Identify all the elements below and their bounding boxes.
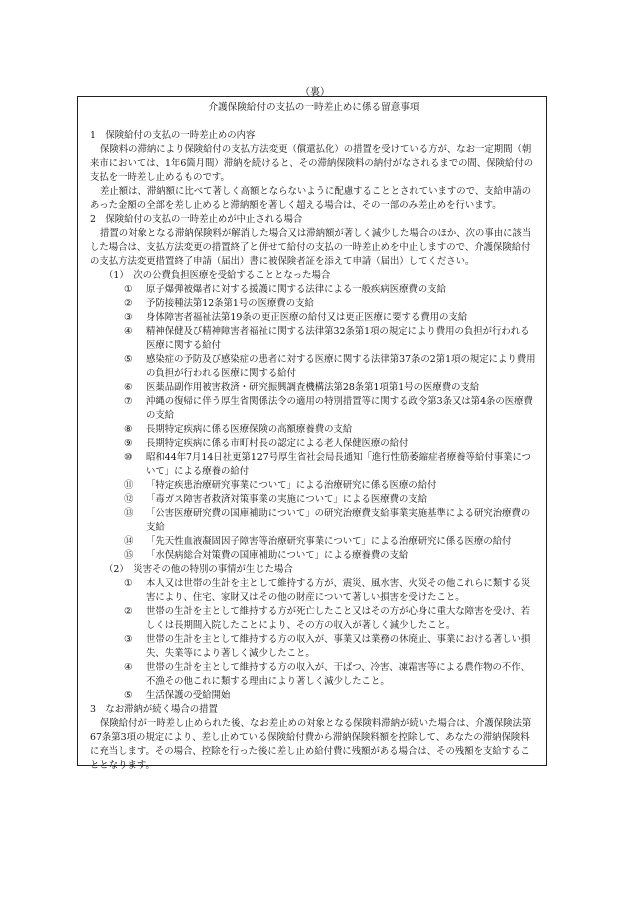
disaster-list [90, 577, 538, 703]
list-item-number: ③ [124, 634, 133, 645]
section-1-paragraph: 保険料の滞納により保険給付の支払方法変更（償還払化）の措置を受けている方が、なお一定期間（朝来市においては、1年6箇月間）滞納を続けると、その滞納保険料の納付がなされるまでの間、保険給付の支払を一時差し止めるものです。 [90, 144, 534, 183]
list-item [90, 381, 538, 395]
section-1-paragraph: 差止額は、滞納額に比べて著しく高額とならないように配慮することとされていますので、支給申請のあった金額の全部を差し止めると滞納額を著しく超える場合は、その一部のみ差止めを行います。 [90, 186, 532, 211]
list-item-text: 「特定疾患治療研究事業について」による治療研究に係る医療の給付 [146, 480, 437, 491]
list-item [90, 633, 538, 661]
list-item-number: ① [124, 284, 133, 295]
list-item-number: ⑤ [124, 354, 133, 365]
list-item-number: ⑨ [124, 438, 133, 449]
list-item [90, 605, 538, 633]
list-item-text: 感染症の予防及び感染症の患者に対する医療に関する法律第37条の2第1項の規定により費用の負担が行われる医療に関する給付 [146, 354, 536, 379]
list-item-text: 世帯の生計を主として維持する方の収入が、事業又は業務の休廃止、事業における著しい損失、失業等により著しく減少したこと。 [146, 634, 531, 659]
list-item [90, 479, 538, 493]
list-item-text: 世帯の生計を主として維持する方が死亡したこと又はその方が心身に重大な障害を受け、若しくは長期間入院したことにより、その方の収入が著しく減少したこと。 [146, 606, 531, 631]
public-medical-list [90, 283, 538, 563]
list-item [90, 577, 538, 605]
section-3-heading: 3 なお滞納が続く場合の措置 [90, 704, 218, 715]
list-item-text: 原子爆弾被爆者に対する援護に関する法律による一般疾病医療費の支給 [146, 284, 447, 295]
list-item-number: ④ [124, 326, 133, 337]
list-item-text: 「公害医療研究費の国庫補助について」の研究治療費支給事業実施基準による研究治療費の支給 [146, 508, 531, 533]
list-item-number: ⑩ [124, 452, 133, 463]
list-item [90, 297, 538, 311]
list-item-text: 医薬品副作用被害救済・研究振興調査機構法第28条第1項第1号の医療費の支給 [146, 382, 480, 393]
list-item [90, 437, 538, 451]
list-item-text: 身体障害者福祉法第19条の更正医療の給付又は更正医療に要する費用の支給 [146, 312, 468, 323]
list-item-number: ⑥ [124, 382, 133, 393]
subsection-1-heading: （1） 次の公費負担医療を受給することとなった場合 [104, 270, 331, 281]
list-item-number: ⑭ [124, 536, 134, 547]
list-item [90, 311, 538, 325]
list-item-number: ⑦ [124, 396, 133, 407]
page-side-label: （裏） [300, 87, 330, 98]
list-item-text: 長期特定疾病に係る医療保険の高額療養費の支給 [146, 424, 353, 435]
list-item-number: ④ [124, 662, 133, 673]
list-item-text: 長期特定疾病に係る市町村長の認定による老人保健医療の給付 [146, 438, 409, 449]
section-1-heading: 1 保険給付の支払の一時差止めの内容 [90, 130, 256, 141]
list-item-text: 昭和44年7月14日社更第127号厚生省社会局長通知「進行性筋萎縮症者療養等給付事業について」による療養の給付 [146, 452, 532, 477]
list-item-text: 「毒ガス障害者救済対策事業の実施について」による医療費の支給 [146, 494, 428, 505]
list-item-number: ⑬ [124, 508, 134, 519]
list-item [90, 549, 538, 563]
list-item [90, 689, 538, 703]
subsection-2-heading: （2） 災害その他の特別の事情が生じた場合 [104, 564, 293, 575]
section-2-heading: 2 保険給付の支払の一時差止めが中止される場合 [90, 214, 303, 225]
list-item [90, 325, 538, 353]
list-item [90, 451, 538, 479]
list-item-text: 「水俣病総合対策費の国庫補助について」による療養費の支給 [146, 550, 409, 561]
list-item [90, 395, 538, 423]
list-item-text: 精神保健及び精神障害者福祉に関する法律第32条第1項の規定により費用の負担が行われる医療に関する給付 [146, 326, 530, 351]
list-item [90, 535, 538, 549]
list-item-text: 世帯の生計を主として維持する方の収入が、干ばつ、冷害、凍霜害等による農作物の不作、不漁その他これに類する理由により著しく減少したこと。 [146, 662, 531, 687]
list-item-number: ⑮ [124, 550, 134, 561]
list-item-number: ① [124, 578, 133, 589]
document-title: 介護保険給付の支払の一時差止めに係る留意事項 [208, 102, 420, 113]
section-3-paragraph: 保険給付が一時差し止められた後、なお差止めの対象となる保険料滞納が続いた場合は、介護保険法第67条第3項の規定により、差し止めている保険給付費から滞納保険料額を控除して、あなたの滞納保険料に充当します。その場合、控除を行った後に差し止め給付費に残額がある場合は、その残額を支給することとなります。 [90, 718, 532, 771]
list-item-number: ② [124, 298, 133, 309]
list-item-number: ③ [124, 312, 133, 323]
list-item-number: ② [124, 606, 133, 617]
list-item [90, 423, 538, 437]
list-item [90, 353, 538, 381]
list-item-text: 予防接種法第12条第1号の医療費の支給 [146, 298, 314, 309]
list-item [90, 493, 538, 507]
list-item-text: 沖縄の復帰に伴う厚生省関係法令の適用の特別措置等に関する政令第3条又は第4条の医療費の支給 [146, 396, 533, 421]
list-item-number: ⑫ [124, 494, 134, 505]
list-item [90, 661, 538, 689]
list-item-text: 生活保護の受給開始 [146, 690, 231, 701]
list-item-number: ⑪ [124, 480, 134, 491]
list-item-number: ⑤ [124, 690, 133, 701]
section-2-paragraph: 措置の対象となる滞納保険料が解消した場合又は滞納額が著しく減少した場合のほか、次の事由に該当した場合は、支払方法変更の措置終了と併せて給付の支払の一時差止めを中止しますので、介護保険給付の支払方法変更措置終了申請（届出）書に被保険者証を添えて申請（届出）してください。 [90, 228, 532, 267]
list-item-text: 本人又は世帯の生計を主として維持する方が、震災、風水害、火災その他これらに類する災害により、住宅、家財又はその他の財産について著しい損害を受けたこと。 [146, 578, 531, 603]
list-item [90, 507, 538, 535]
list-item-text: 「先天性血液凝固因子障害等治療研究事業について」による治療研究に係る医療の給付 [146, 536, 512, 547]
list-item-number: ⑧ [124, 424, 133, 435]
list-item [90, 283, 538, 297]
notice-frame [77, 96, 547, 771]
